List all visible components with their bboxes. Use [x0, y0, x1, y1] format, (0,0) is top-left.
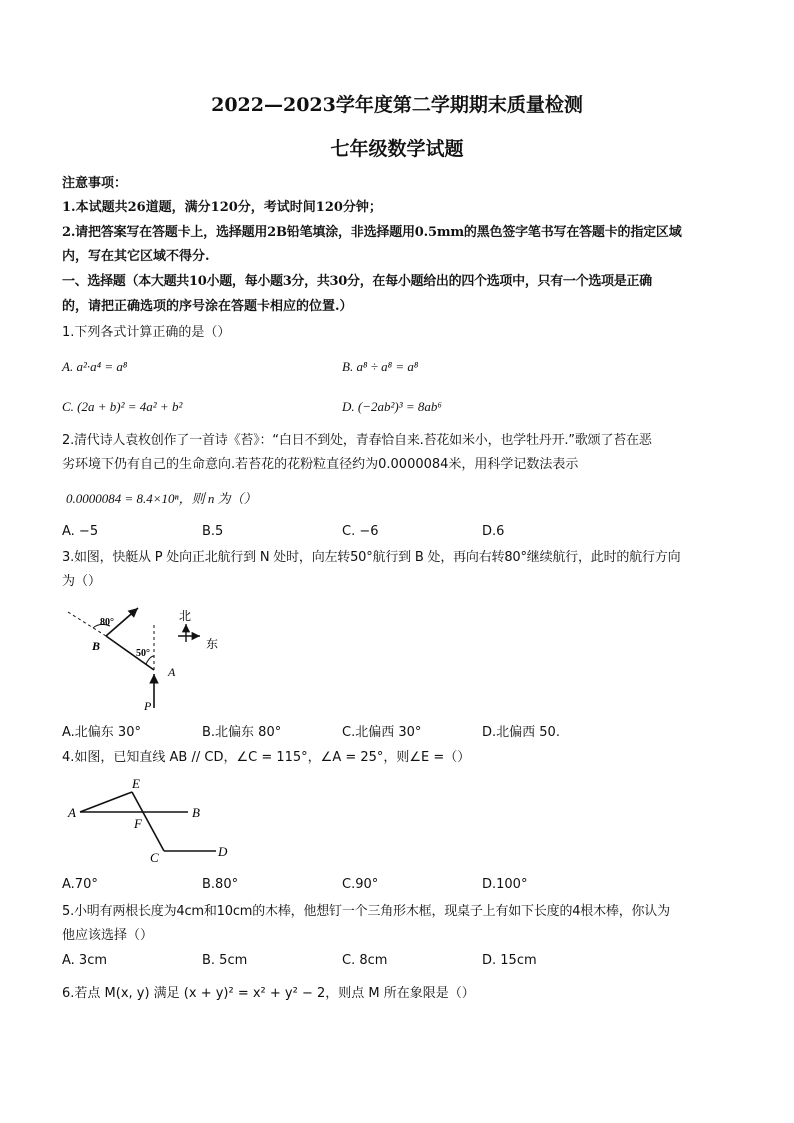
q3-angle-80-label: 80°: [100, 617, 114, 628]
notes-line-2b: 内，写在其它区域不得分.: [62, 249, 210, 264]
q5-option-a: A. 3cm: [62, 953, 108, 968]
q2-line-3: 0.0000084 = 8.4×10ⁿ，则 n 为（）: [66, 491, 257, 506]
q3-point-a: A: [168, 665, 176, 679]
q2-option-a: A. −5: [62, 524, 99, 539]
q4-option-a: A.70°: [62, 877, 98, 892]
section-heading-line-2: 的，请把正确选项的序号涂在答题卡相应的位置.）: [62, 299, 353, 314]
q3-option-d: D.北偏西 50.: [482, 725, 560, 740]
q2-option-c: C. −6: [342, 524, 379, 539]
page-subtitle: 七年级数学试题: [330, 138, 464, 160]
section-heading-line-1: 一、选择题（本大题共10小题，每小题3分，共30分，在每小题给出的四个选项中，只有一个选项是正确: [62, 274, 652, 289]
q1-option-a: A. a²·a⁴ = a⁸: [62, 359, 128, 374]
q3-figure: [60, 598, 240, 718]
q5-option-c: C. 8cm: [342, 953, 388, 968]
q3-option-c: C.北偏西 30°: [342, 725, 422, 740]
q1-stem: 1.下列各式计算正确的是（）: [62, 325, 231, 340]
q3-point-b: B: [92, 639, 101, 653]
q3-line-2: 为（）: [62, 574, 102, 589]
q2-option-b: B.5: [202, 524, 224, 539]
q3-angle-50-label: 50°: [136, 648, 150, 659]
q4-option-c: C.90°: [342, 877, 379, 892]
q4-point-c: C: [150, 850, 159, 865]
q1-option-b: B. a⁸ ÷ a⁸ = a⁸: [342, 359, 419, 374]
q3-option-a: A.北偏东 30°: [62, 725, 141, 740]
q4-option-d: D.100°: [482, 877, 528, 892]
q4-line-ae: [80, 792, 132, 812]
q4-point-f: F: [134, 816, 142, 831]
q5-option-b: B. 5cm: [202, 953, 248, 968]
q2-line-2: 劣环境下仍有自己的生命意向.若苔花的花粉粒直径约为0.0000084米，用科学记数法表示: [62, 457, 579, 472]
compass-north-label: 北: [179, 609, 192, 623]
q5-option-d: D. 15cm: [482, 953, 537, 968]
q2-option-d: D.6: [482, 524, 505, 539]
q4-point-e: E: [132, 776, 140, 791]
q3-line-1: 3.如图，快艇从 P 处向正北航行到 N 处时，向左转50°航行到 B 处，再向右转80°继续航行，此时的航行方向: [62, 550, 681, 565]
compass-east-label: 东: [206, 637, 219, 651]
q6-stem: 6.若点 M(x, y) 满足 (x + y)² = x² + y² − 2，则点 M 所在象限是（）: [62, 986, 475, 1001]
q1-option-c: C. (2a + b)² = 4a² + b²: [62, 399, 183, 414]
notes-line-2a: 2.请把答案写在答题卡上，选择题用2B铅笔填涂，非选择题用0.5mm的黑色签字笔书写在答题卡的指定区域: [62, 225, 682, 240]
q3-point-p: P: [144, 699, 152, 713]
q1-option-d: D. (−2ab²)³ = 8ab⁶: [342, 399, 442, 414]
q5-line-1: 5.小明有两根长度为4cm和10cm的木棒，他想钉一个三角形木框，现桌子上有如下长度的4根木棒，你认为: [62, 904, 670, 919]
q2-line-1: 2.清代诗人袁枚创作了一首诗《苔》：“白日不到处，青春恰自来.苔花如米小，也学牡丹开.”歌颂了苔在恶: [62, 433, 652, 448]
notes-heading: 注意事项：: [62, 176, 128, 191]
q4-point-a: A: [68, 805, 76, 820]
q3-option-b: B.北偏东 80°: [202, 725, 282, 740]
q5-line-2: 他应该选择（）: [62, 928, 154, 943]
q4-stem: 4.如图，已知直线 AB // CD，∠C = 115°，∠A = 25°，则∠E =（）: [62, 750, 471, 765]
q4-option-b: B.80°: [202, 877, 239, 892]
notes-line-1: 1.本试题共26道题，满分120分，考试时间120分钟；: [62, 200, 382, 215]
q4-point-b: B: [192, 805, 200, 820]
q4-figure: [60, 772, 250, 867]
q4-point-d: D: [218, 844, 228, 859]
page-title: 2022—2023学年度第二学期期末质量检测: [211, 94, 583, 116]
